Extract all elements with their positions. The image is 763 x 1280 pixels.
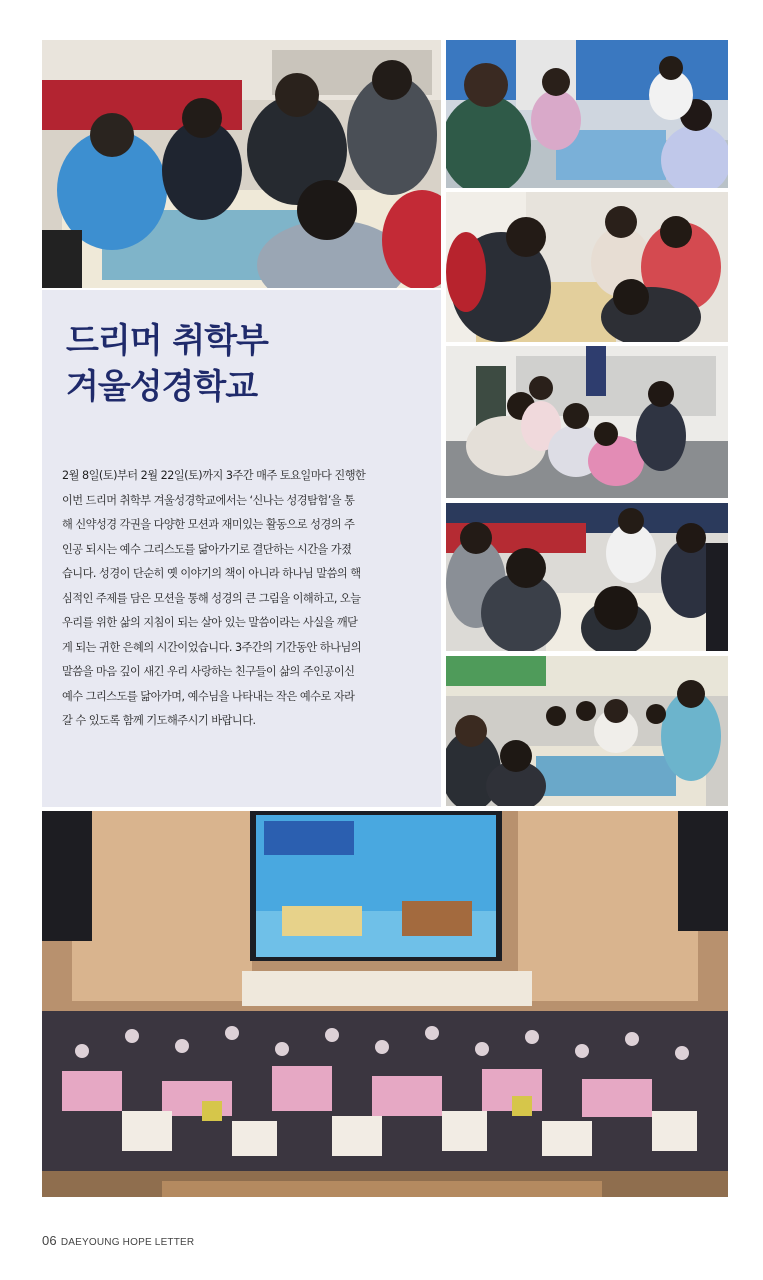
photo-boys-at-table xyxy=(446,503,728,651)
body-line: 갈 수 있도록 함께 기도해주시기 바랍니다. xyxy=(62,714,256,727)
photo-kids-sitting-floor xyxy=(446,346,728,498)
body-line: 심적인 주제를 담은 모션을 통해 성경의 큰 그림을 이해하고, 오늘 xyxy=(62,591,361,605)
publication-name: DAEYOUNG HOPE LETTER xyxy=(60,1237,195,1248)
article-body xyxy=(62,464,426,734)
article-panel xyxy=(42,290,441,807)
body-line: 우리를 위한 삶의 지침이 되는 살아 있는 말씀이라는 사실을 깨닫 xyxy=(62,616,358,629)
photo-kids-board-game xyxy=(42,40,441,288)
body-line: 게 되는 귀한 은혜의 시간이었습니다. 3주간의 기간동안 하나님의 xyxy=(62,640,362,654)
title-line-1: 드리머 취학부 xyxy=(66,321,268,361)
photo-group-auditorium xyxy=(42,811,728,1197)
body-line: 예수 그리스도를 닮아가며, 예수님을 나타내는 작은 예수로 자라 xyxy=(62,689,355,703)
body-line: 해 신약성경 각권을 다양한 모션과 재미있는 활동으로 성경의 주 xyxy=(62,518,355,531)
body-line: 인공 되시는 예수 그리스도를 닮아가기로 결단하는 시간을 가졌 xyxy=(62,542,352,556)
body-line: 말씀을 마음 깊이 새긴 우리 사랑하는 친구들이 삶의 주인공이신 xyxy=(62,665,355,678)
body-line: 이번 드리머 취학부 겨울성경학교에서는 ‘신나는 성경탐험’을 통 xyxy=(62,493,355,507)
page-number: 06 xyxy=(42,1233,57,1248)
body-line: 2월 8일(토)부터 2월 22일(토)까지 3주간 매주 토요일마다 진행한 xyxy=(62,469,366,482)
title-line-2: 겨울성경학교 xyxy=(66,367,258,407)
article-title xyxy=(66,318,268,410)
body-line: 습니다. 성경이 단순히 옛 이야기의 책이 아니라 하나님 말씀의 핵 xyxy=(62,567,361,580)
page-footer xyxy=(42,1233,194,1248)
photo-kids-reading-together xyxy=(446,192,728,342)
photo-kids-floor-cards xyxy=(446,40,728,188)
photo-classroom-activity xyxy=(446,656,728,806)
